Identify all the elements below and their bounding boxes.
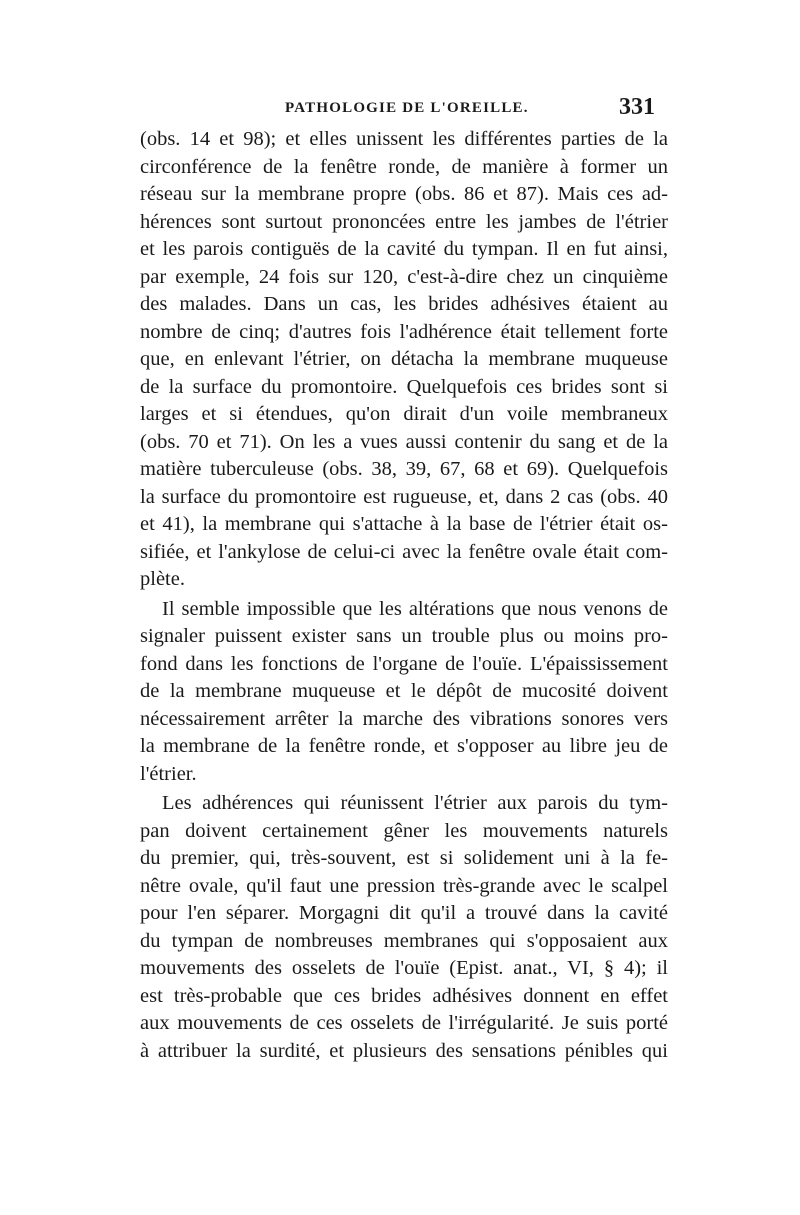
text-line: de la surface du promontoire. Quelquefois ces brides sont si (140, 375, 668, 398)
text-line: nêtre ovale, qu'il faut une pression très-grande avec le scalpel (140, 874, 668, 897)
text-line: Il semble impossible que les altérations que nous venons de (162, 597, 668, 620)
page-number: 331 (619, 94, 655, 120)
paragraph (140, 126, 668, 594)
text-line: de la membrane muqueuse et le dépôt de mucosité doivent (140, 680, 668, 702)
text-line: nécessairement arrêter la marche des vibrations sonores vers (140, 707, 668, 730)
text-line: plète. (140, 568, 185, 590)
text-line: larges et si étendues, qu'on dirait d'un voile membraneux (140, 403, 668, 425)
text-line: fond dans les fonctions de l'organe de l'ouïe. L'épaississement (140, 652, 668, 675)
text-line: pan doivent certainement gêner les mouvements naturels (140, 819, 668, 842)
text-line: réseau sur la membrane propre (obs. 86 et 87). Mais ces ad- (140, 183, 668, 205)
running-title: PATHOLOGIE DE L'OREILLE. (285, 100, 529, 116)
text-line: nombre de cinq; d'autres fois l'adhérence était tellement forte (140, 320, 668, 343)
text-line: matière tuberculeuse (obs. 38, 39, 67, 68 et 69). Quelquefois (140, 458, 668, 480)
text-line: mouvements des osselets de l'ouïe (Epist. anat., VI, § 4); il (140, 957, 668, 979)
text-line: l'étrier. (140, 762, 197, 785)
text-line: hérences sont surtout prononcées entre les jambes de l'étrier (140, 210, 668, 233)
paragraph (140, 596, 668, 789)
text-line: aux mouvements de ces osselets de l'irrégularité. Je suis porté (140, 1012, 668, 1034)
text-line: est très-probable que ces brides adhésives donnent en effet (140, 984, 668, 1007)
text-line: et les parois contiguës de la cavité du tympan. Il en fut ainsi, (140, 238, 668, 260)
text-line: (obs. 14 et 98); et elles unissent les différentes parties de la (140, 128, 668, 150)
text-line: du premier, qui, très-souvent, est si solidement uni à la fe- (140, 847, 668, 869)
text-line: sifiée, et l'ankylose de celui-ci avec la fenêtre ovale était com- (140, 540, 668, 563)
text-line: à attribuer la surdité, et plusieurs des sensations pénibles qui (140, 1039, 668, 1062)
text-line: la surface du promontoire est rugueuse, et, dans 2 cas (obs. 40 (140, 485, 668, 508)
text-line: que, en enlevant l'étrier, on détacha la membrane muqueuse (140, 348, 668, 370)
text-line: Les adhérences qui réunissent l'étrier aux parois du tym- (162, 792, 668, 814)
text-line: par exemple, 24 fois sur 120, c'est-à-dire chez un cinquième (140, 265, 668, 288)
text-line: pour l'en séparer. Morgagni dit qu'il a trouvé dans la cavité (140, 902, 668, 924)
text-line: signaler puissent exister sans un trouble plus ou moins pro- (140, 625, 668, 647)
page-header (140, 96, 655, 126)
text-line: des malades. Dans un cas, les brides adhésives étaient au (140, 293, 668, 315)
body-text (140, 126, 668, 1067)
text-line: et 41), la membrane qui s'attache à la base de l'étrier était os- (140, 513, 668, 535)
paragraph (140, 790, 668, 1065)
text-line: la membrane de la fenêtre ronde, et s'opposer au libre jeu de (140, 735, 668, 757)
text-line: (obs. 70 et 71). On les a vues aussi contenir du sang et de la (140, 430, 668, 453)
text-line: circonférence de la fenêtre ronde, de manière à former un (140, 155, 668, 178)
text-line: du tympan de nombreuses membranes qui s'opposaient aux (140, 929, 668, 952)
